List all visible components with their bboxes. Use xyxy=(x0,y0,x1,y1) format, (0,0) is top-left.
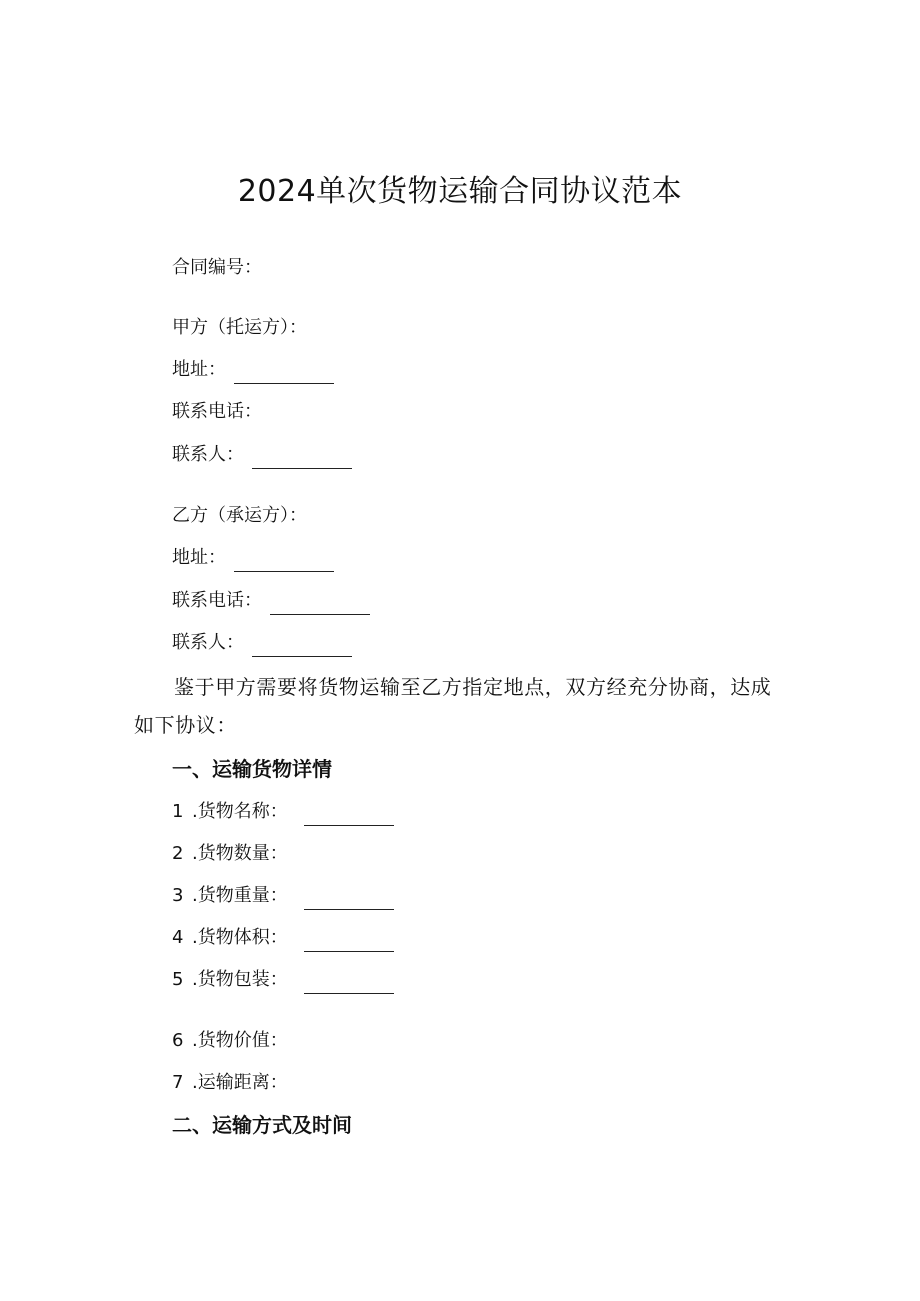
party-b-address-label: 地址： xyxy=(172,547,226,568)
item-number: 5 xyxy=(172,969,184,990)
section-2-heading xyxy=(172,1111,352,1139)
party-a-phone-label: 联系电话： xyxy=(172,401,262,422)
item-blank xyxy=(304,929,394,952)
party-b-heading xyxy=(172,502,307,530)
list-item xyxy=(172,966,394,994)
item-blank xyxy=(304,971,394,994)
item-label: .货物包装： xyxy=(192,969,288,990)
party-b-phone-label: 联系电话： xyxy=(172,590,262,611)
item-number: 2 xyxy=(172,843,184,864)
party-a-heading xyxy=(172,314,307,342)
party-a-heading-text: 甲方（托运方）： xyxy=(172,317,307,338)
list-item xyxy=(172,840,288,868)
party-b-address-line xyxy=(172,544,334,572)
party-a-contact-label: 联系人： xyxy=(172,444,244,465)
item-label: .货物重量： xyxy=(192,885,288,906)
party-b-contact-label: 联系人： xyxy=(172,632,244,653)
intro-paragraph: 鉴于甲方需要将货物运输至乙方指定地点，双方经充分协商，达成如下协议： xyxy=(134,675,772,737)
list-item xyxy=(172,798,394,826)
item-label: .货物数量： xyxy=(192,843,288,864)
list-item xyxy=(172,924,394,952)
list-item xyxy=(172,1027,288,1055)
list-item xyxy=(172,882,394,910)
party-b-contact-line xyxy=(172,629,352,657)
item-number: 3 xyxy=(172,885,184,906)
item-blank xyxy=(304,887,394,910)
item-number: 1 xyxy=(172,801,184,822)
contract-number-label: 合同编号： xyxy=(172,257,262,278)
party-a-address-blank xyxy=(234,361,334,384)
section-1-heading xyxy=(172,755,332,783)
item-label: .运输距离： xyxy=(192,1072,288,1093)
item-number: 6 xyxy=(172,1030,184,1051)
item-blank xyxy=(304,803,394,826)
contract-number-line xyxy=(172,254,262,282)
section-1-heading-text: 一、运输货物详情 xyxy=(172,757,332,781)
party-b-phone-blank xyxy=(270,592,370,615)
list-item xyxy=(172,1069,288,1097)
party-a-address-label: 地址： xyxy=(172,359,226,380)
party-a-address-line xyxy=(172,356,334,384)
party-b-phone-line xyxy=(172,587,370,615)
item-label: .货物价值： xyxy=(192,1030,288,1051)
document-title: 2024单次货物运输合同协议范本 xyxy=(237,174,683,209)
party-a-phone-line xyxy=(172,398,262,426)
section-2-heading-text: 二、运输方式及时间 xyxy=(172,1113,352,1137)
party-b-address-blank xyxy=(234,549,334,572)
party-a-contact-blank xyxy=(252,446,352,469)
party-a-contact-line xyxy=(172,441,352,469)
party-b-contact-blank xyxy=(252,634,352,657)
party-b-heading-text: 乙方（承运方）： xyxy=(172,505,307,526)
item-number: 7 xyxy=(172,1072,184,1093)
item-number: 4 xyxy=(172,927,184,948)
item-label: .货物名称： xyxy=(192,801,288,822)
item-label: .货物体积： xyxy=(192,927,288,948)
